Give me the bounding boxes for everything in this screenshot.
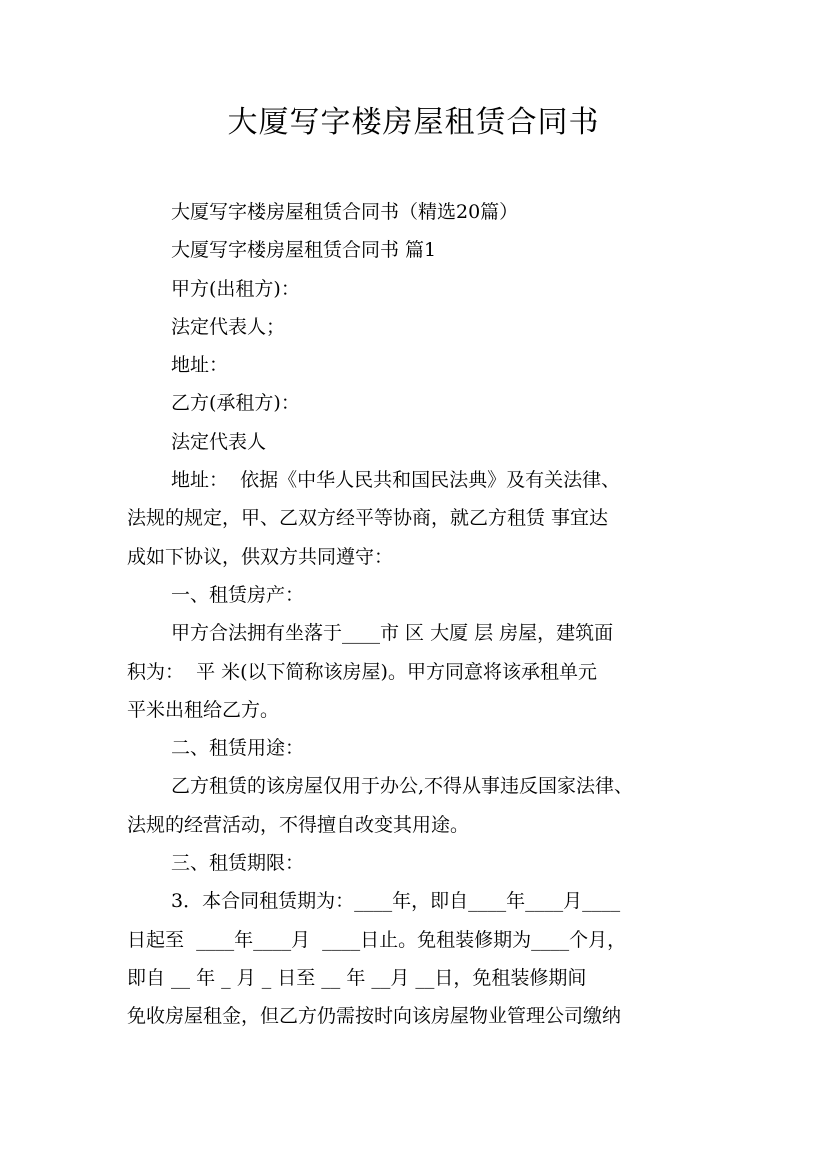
body-line: 日起至 ____年____月 ____日止。免租装修期为____个月， [127, 928, 627, 951]
document-title: 大厦写字楼房屋租赁合同书 [227, 105, 600, 140]
body-line: 甲方合法拥有坐落于____市 区 大厦 层 房屋，建筑面 [171, 622, 614, 645]
body-line: 三、租赁期限： [171, 852, 305, 875]
body-line: 二、租赁用途： [171, 737, 305, 760]
body-line: 大厦写字楼房屋租赁合同书 篇1 [171, 239, 437, 262]
document-body [127, 193, 707, 1036]
body-line: 积为： 平 米(以下简称该房屋)。甲方同意将该承租单元 [127, 660, 597, 683]
body-line: 法规的规定，甲、乙双方经平等协商，就乙方租赁 事宜达 [127, 507, 609, 530]
body-line: 免收房屋租金，但乙方仍需按时向该房屋物业管理公司缴纳 [127, 1005, 622, 1028]
body-line: 成如下协议，供双方共同遵守： [127, 545, 394, 568]
body-line: 即自 __ 年 _ 月 _ 日至 __ 年 __月 __日，免租装修期间 [127, 966, 587, 989]
body-line: 3．本合同租赁期为：____年，即自____年____月____ [171, 890, 621, 913]
body-line: 法定代表人 [171, 430, 267, 453]
body-line: 法规的经营活动，不得擅自改变其用途。 [127, 813, 470, 836]
body-line: 大厦写字楼房屋租赁合同书（精选20篇） [171, 201, 519, 223]
body-line: 地址： [171, 354, 229, 377]
body-line: 乙方租赁的该房屋仅用于办公,不得从事违反国家法律、 [171, 775, 634, 798]
body-line: 一、租赁房产： [171, 583, 305, 606]
body-line: 地址： 依据《中华人民共和国民法典》及有关法律、 [171, 469, 621, 492]
body-line: 乙方(承租方)： [171, 392, 300, 415]
body-line: 法定代表人； [171, 315, 286, 338]
body-line: 甲方(出租方)： [171, 277, 300, 300]
body-line: 平米出租给乙方。 [127, 698, 280, 721]
